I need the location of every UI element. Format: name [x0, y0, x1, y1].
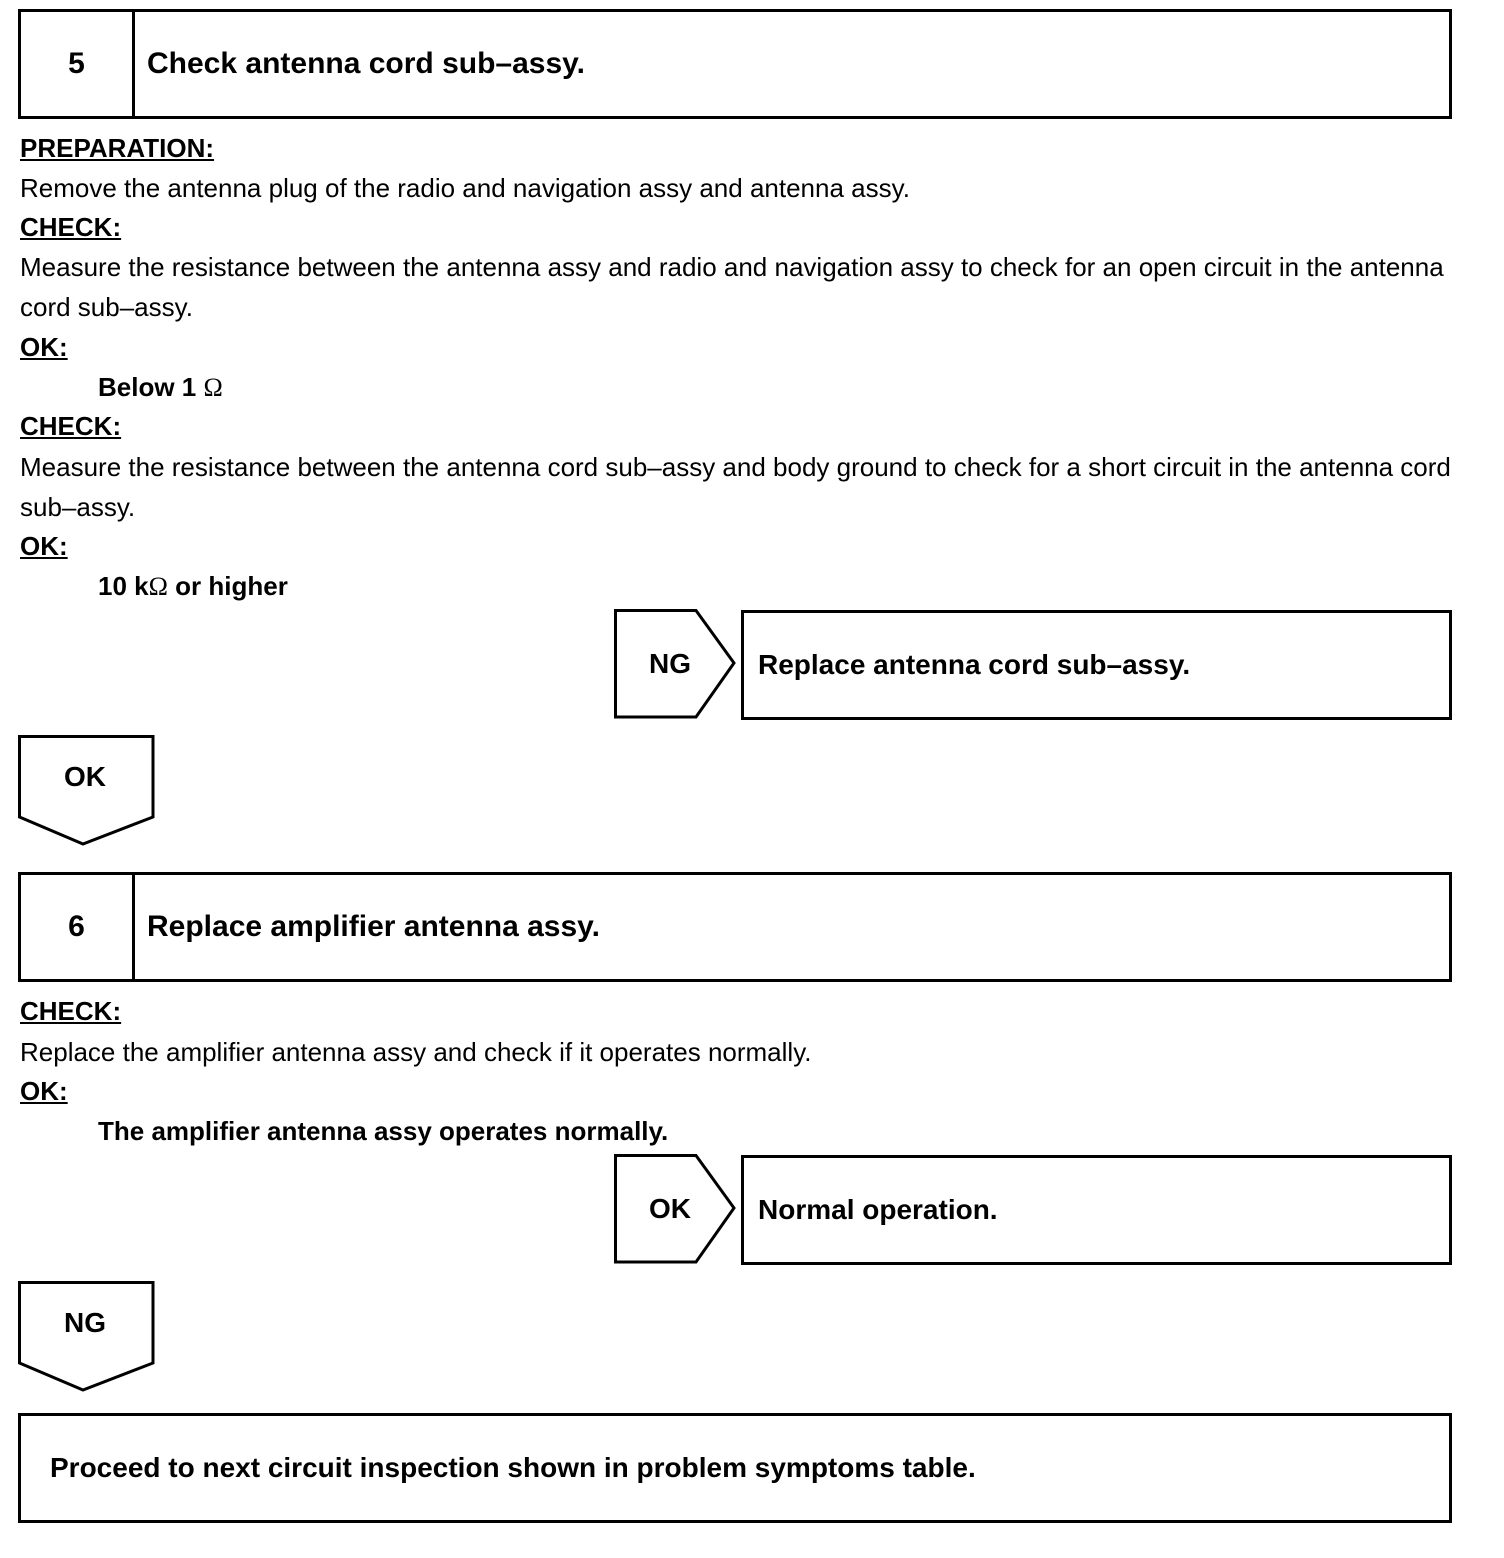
ohm-unit: Ω	[148, 572, 168, 601]
ok-label-3: OK:	[20, 1076, 68, 1106]
check-text-3: Replace the amplifier antenna assy and check if it operates normally.	[20, 1037, 812, 1067]
final-instruction-box: Proceed to next circuit inspection shown in problem symptoms table.	[18, 1413, 1452, 1523]
ok-down-label: OK	[64, 761, 106, 792]
ng-result-box: Replace antenna cord sub–assy.	[741, 610, 1452, 720]
step-5-number: 5	[21, 12, 135, 116]
ok-label-2: OK:	[20, 531, 68, 561]
ng-down-label: NG	[64, 1307, 106, 1338]
check-label-3: CHECK:	[20, 996, 122, 1026]
check-text-1: Measure the resistance between the antenna assy and radio and navigation assy to check for an open circuit in the antenna cord sub–assy.	[20, 252, 1444, 322]
step-6-title: Replace amplifier antenna assy.	[147, 910, 600, 943]
step-6-header	[18, 872, 1452, 982]
ok-spec-2-suffix: or higher	[167, 571, 288, 601]
ohm-unit: Ω	[203, 373, 223, 402]
step-5-header	[18, 9, 1452, 119]
preparation-label: PREPARATION:	[20, 133, 215, 163]
ok-spec-1	[98, 372, 223, 403]
ok-result-box: Normal operation.	[741, 1155, 1452, 1265]
ok-arrow-label: OK	[649, 1193, 691, 1224]
ng-arrow-label: NG	[649, 648, 691, 679]
ok-label-1: OK:	[20, 332, 68, 362]
ok-spec-1-value: Below 1	[98, 372, 197, 402]
preparation-text: Remove the antenna plug of the radio and navigation assy and antenna assy.	[20, 173, 910, 203]
step-6-number: 6	[21, 875, 135, 979]
step-5-title: Check antenna cord sub–assy.	[147, 47, 585, 80]
ok-spec-2	[98, 571, 288, 602]
ok-spec-3: The amplifier antenna assy operates normally.	[98, 1116, 669, 1146]
check-text-2: Measure the resistance between the antenna cord sub–assy and body ground to check for a short circuit in the antenna cord sub–assy.	[20, 452, 1451, 522]
ok-spec-2-prefix: 10 k	[98, 571, 149, 601]
check-label-2: CHECK:	[20, 411, 122, 441]
check-label-1: CHECK:	[20, 212, 122, 242]
